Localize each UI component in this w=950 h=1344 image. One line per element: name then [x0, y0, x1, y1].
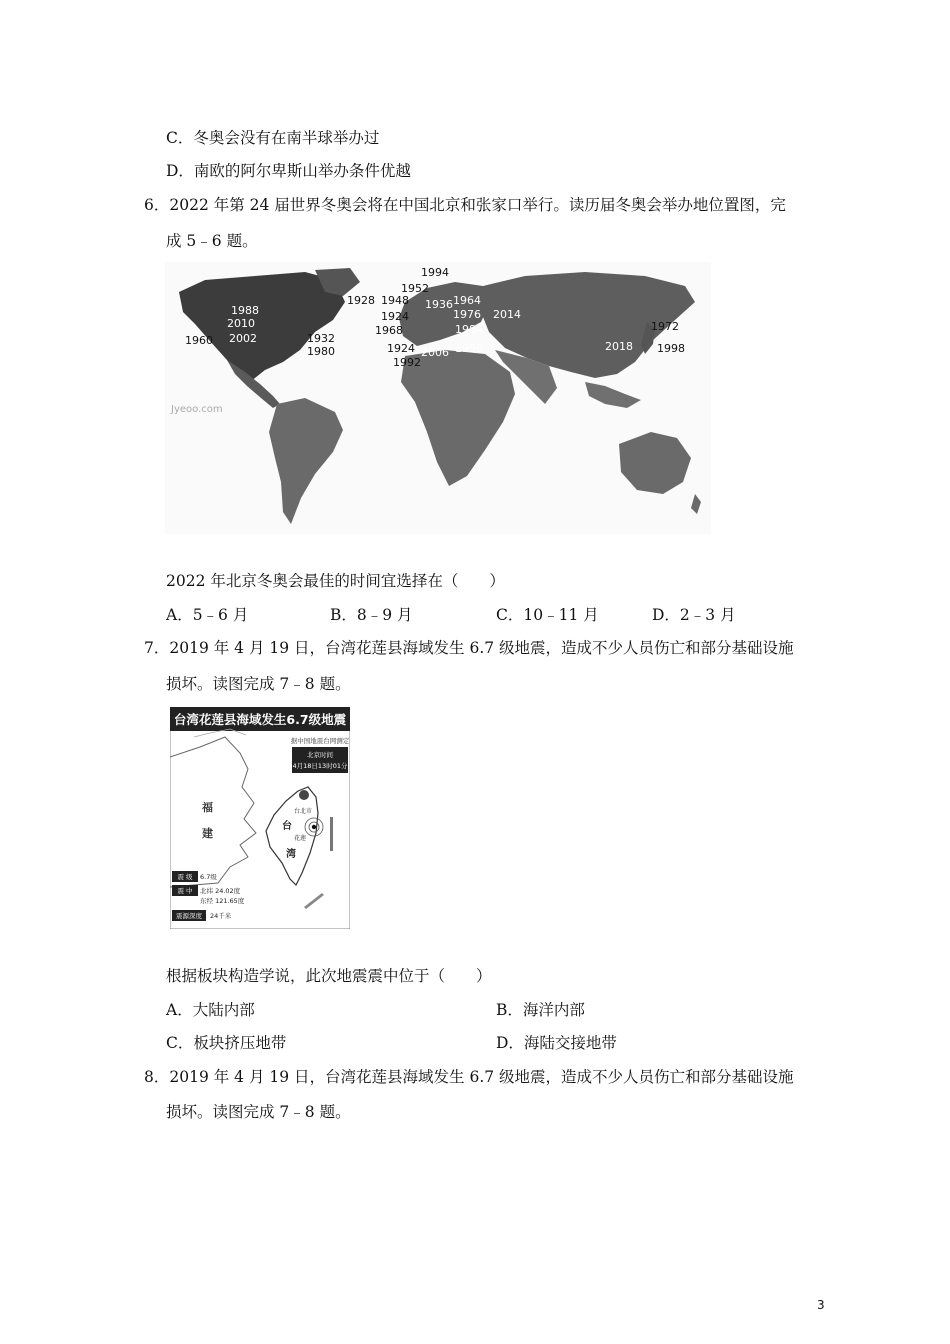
- epicenter-label: 震 中: [177, 887, 193, 895]
- taipei-label: 台北市: [294, 808, 313, 815]
- year-label: 2006: [421, 346, 449, 359]
- year-label: 1998: [657, 342, 685, 355]
- north-america-shape: [179, 272, 345, 382]
- year-label: 1960: [185, 334, 213, 347]
- figure-source: 据中国地震台网测定: [290, 737, 350, 745]
- longitude-value: 东经 121.65度: [200, 897, 245, 905]
- fujian-label-1: 福: [202, 801, 213, 814]
- q7-stem-line1: 7．2019 年 4 月 19 日，台湾花莲县海域发生 6.7 级地震，造成不少人员伤亡和部分基础设施: [144, 639, 794, 657]
- q6-option-b: B．8﹣9 月: [330, 606, 413, 624]
- time-label: 北京时间: [307, 751, 333, 759]
- q7-option-b: B．海洋内部: [496, 1001, 585, 1019]
- epicenter-marker: [312, 825, 316, 829]
- year-label: 2002: [229, 332, 257, 345]
- winter-olympics-world-map: [165, 262, 711, 534]
- australia-shape: [619, 432, 691, 494]
- q6-stem-line1: 6．2022 年第 24 届世界冬奥会将在中国北京和张家口举行。读历届冬奥会举办地位置图，完: [144, 196, 786, 214]
- year-label: 1972: [651, 320, 679, 333]
- taiwan-label-1: 台: [282, 821, 292, 832]
- figure-title: 台湾花莲县海域发生6.7级地震: [173, 712, 347, 727]
- year-label: 1952: [401, 282, 429, 295]
- africa-shape: [401, 350, 515, 486]
- year-label: 1932: [307, 332, 335, 345]
- q6-stem-line2: 成 5﹣6 题。: [166, 232, 258, 250]
- q6-option-d: D．2﹣3 月: [652, 606, 736, 624]
- latitude-value: 北纬 24.02度: [200, 887, 241, 895]
- time-value: 4月18日13时01分: [292, 762, 348, 770]
- magnitude-label: 震 级: [177, 873, 193, 881]
- southeast-asia-shape: [585, 382, 641, 408]
- new-zealand-shape: [691, 494, 701, 514]
- year-label: 1992: [393, 356, 421, 369]
- year-label: 2010: [227, 317, 255, 330]
- year-label: 1948: [381, 294, 409, 307]
- map-watermark: Jyeoo.com: [171, 404, 223, 415]
- q6-question: 2022 年北京冬奥会最佳的时间宜选择在（ ）: [166, 572, 505, 590]
- q6-option-c: C．10﹣11 月: [496, 606, 599, 624]
- year-label: 1924: [381, 310, 409, 323]
- q7-question: 根据板块构造学说，此次地震震中位于（ ）: [166, 967, 492, 985]
- q6-option-a: A．5﹣6 月: [166, 606, 249, 624]
- q7-stem-line2: 损坏。读图完成 7﹣8 题。: [166, 675, 351, 693]
- fujian-label-2: 建: [202, 827, 213, 840]
- prev-option-d: D．南欧的阿尔卑斯山举办条件优越: [166, 162, 411, 180]
- year-label: 2014: [493, 308, 521, 321]
- year-label: 1976: [453, 308, 481, 321]
- q7-option-a: A．大陆内部: [166, 1001, 255, 1019]
- depth-label: 震源深度: [176, 912, 202, 920]
- page-number: 3: [817, 1298, 825, 1312]
- taiwan-label-2: 湾: [286, 849, 296, 860]
- year-label: 1980: [307, 345, 335, 358]
- year-label: 1984: [455, 323, 483, 336]
- q7-option-d: D．海陆交接地带: [496, 1034, 617, 1052]
- year-label: 1964: [453, 294, 481, 307]
- south-america-shape: [269, 398, 343, 524]
- year-label: 1924: [387, 342, 415, 355]
- year-label: 1956: [455, 342, 483, 355]
- prev-option-c: C．冬奥会没有在南半球举办过: [166, 129, 380, 147]
- year-label: 1988: [231, 304, 259, 317]
- taiwan-earthquake-figure: [170, 707, 350, 929]
- q7-option-c: C．板块挤压地带: [166, 1034, 287, 1052]
- depth-value: 24千米: [210, 912, 232, 920]
- q8-stem-line2: 损坏。读图完成 7﹣8 题。: [166, 1103, 351, 1121]
- year-label: 1936: [425, 298, 453, 311]
- year-label: 1994: [421, 266, 449, 279]
- year-label: 2018: [605, 340, 633, 353]
- year-label: 1968: [375, 324, 403, 337]
- year-label: 1928: [347, 294, 375, 307]
- hualien-label: 花莲: [294, 835, 307, 842]
- q8-stem-line1: 8．2019 年 4 月 19 日，台湾花莲县海域发生 6.7 级地震，造成不少人员伤亡和部分基础设施: [144, 1068, 794, 1086]
- magnitude-value: 6.7级: [200, 873, 217, 881]
